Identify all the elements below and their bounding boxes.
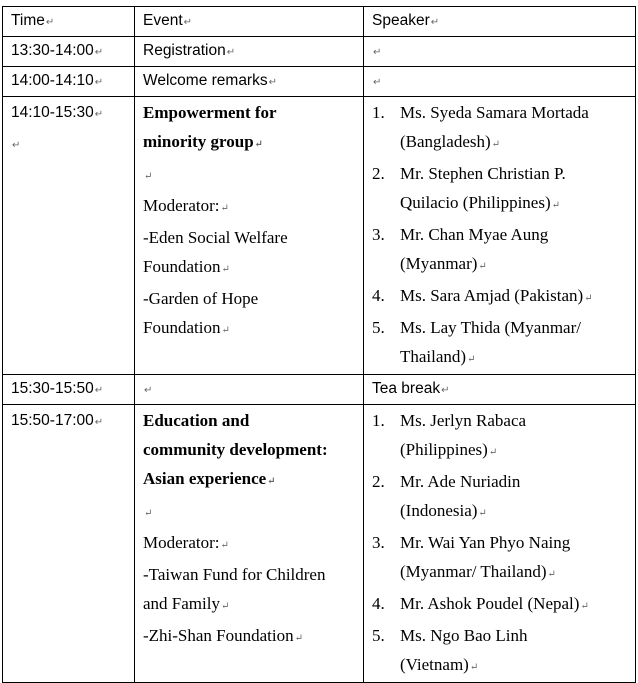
list-number: 5. <box>372 626 385 645</box>
paragraph-mark-icon: ↵ <box>94 47 104 58</box>
paragraph-mark-icon: ↵ <box>373 47 382 58</box>
paragraph-mark-icon: ↵ <box>94 417 104 428</box>
speaker-cell <box>364 405 636 683</box>
paragraph-mark-icon: ↵ <box>373 77 382 88</box>
list-item <box>372 313 635 374</box>
list-item <box>372 98 635 159</box>
speaker-name: Mr. Wai Yan Phyo Naing <box>400 533 571 552</box>
paragraph-mark-icon: ↵ <box>226 47 236 58</box>
paragraph-mark-icon: ↵ <box>254 139 264 150</box>
speaker-country: (Indonesia) <box>400 501 478 520</box>
list-number: 2. <box>372 164 385 183</box>
time-text: 15:50-17:00 <box>11 412 94 429</box>
speaker-country: (Philippines) <box>400 440 488 459</box>
paragraph-mark-icon: ↵ <box>94 385 104 396</box>
paragraph-mark-icon: ↵ <box>469 662 479 673</box>
time-cell <box>3 67 135 97</box>
list-number: 4. <box>372 286 385 305</box>
event-cell <box>135 405 364 683</box>
list-item <box>372 589 635 621</box>
speaker-name: Ms. Syeda Samara Mortada <box>400 103 589 122</box>
time-cell <box>3 37 135 67</box>
paragraph-mark-icon: ↵ <box>551 200 561 211</box>
event-text: Welcome remarks <box>143 72 268 89</box>
event-cell <box>135 37 364 67</box>
speaker-name: Mr. Ade Nuriadin <box>400 472 521 491</box>
moderator-line: Foundation <box>143 318 221 337</box>
session-title <box>143 98 363 159</box>
moderator-label: Moderator: <box>143 533 220 552</box>
paragraph-mark-icon: ↵ <box>144 508 153 519</box>
time-cell <box>3 405 135 683</box>
paragraph-mark-icon: ↵ <box>12 140 21 151</box>
table-row-registration <box>3 37 636 67</box>
list-item <box>372 621 635 682</box>
list-number: 3. <box>372 533 385 552</box>
paragraph-mark-icon: ↵ <box>467 354 476 365</box>
session-title-line: Empowerment for <box>143 103 277 122</box>
list-item <box>372 220 635 281</box>
speaker-country: Quilacio (Philippines) <box>400 193 551 212</box>
speaker-list <box>372 98 635 374</box>
list-item <box>372 467 635 528</box>
moderator-line: -Garden of Hope <box>143 289 259 308</box>
paragraph-mark-icon: ↵ <box>267 476 276 487</box>
moderator-line: -Eden Social Welfare <box>143 228 288 247</box>
table-row-tea-break <box>3 375 636 405</box>
speaker-text: Tea break <box>372 380 441 397</box>
list-number: 1. <box>372 411 385 430</box>
list-item <box>372 281 635 313</box>
header-time: Time <box>11 12 45 29</box>
list-item <box>372 528 635 589</box>
paragraph-mark-icon: ↵ <box>268 77 277 88</box>
header-row <box>3 7 636 37</box>
paragraph-mark-icon: ↵ <box>580 601 589 612</box>
list-number: 1. <box>372 103 385 122</box>
speaker-name: Mr. Chan Myae Aung <box>400 225 549 244</box>
moderator-line: -Zhi-Shan Foundation <box>143 626 294 645</box>
paragraph-mark-icon: ↵ <box>221 325 230 336</box>
list-item <box>372 406 635 467</box>
speaker-country: (Bangladesh) <box>400 132 491 151</box>
list-number: 3. <box>372 225 385 244</box>
speaker-name: Ms. Ngo Bao Linh <box>400 626 528 645</box>
time-text: 15:30-15:50 <box>11 380 94 397</box>
header-cell-time <box>3 7 135 37</box>
paragraph-mark-icon: ↵ <box>220 540 229 551</box>
table-row-session-1 <box>3 97 636 375</box>
speaker-name: Ms. Sara Amjad (Pakistan) <box>400 286 584 305</box>
event-cell <box>135 97 364 375</box>
paragraph-mark-icon: ↵ <box>547 569 556 580</box>
paragraph-mark-icon: ↵ <box>294 633 304 644</box>
header-speaker: Speaker <box>372 12 430 29</box>
speaker-cell <box>364 37 636 67</box>
paragraph-mark-icon: ↵ <box>94 77 104 88</box>
speaker-country: (Vietnam) <box>400 655 469 674</box>
paragraph-mark-icon: ↵ <box>488 447 498 458</box>
paragraph-mark-icon: ↵ <box>183 17 193 28</box>
event-text: Registration <box>143 42 226 59</box>
event-cell <box>135 67 364 97</box>
speaker-list <box>372 406 635 682</box>
paragraph-mark-icon: ↵ <box>491 139 501 150</box>
moderator-line: Foundation <box>143 257 221 276</box>
paragraph-mark-icon: ↵ <box>220 203 229 214</box>
speaker-country: (Myanmar) <box>400 254 478 273</box>
list-item <box>372 159 635 220</box>
paragraph-mark-icon: ↵ <box>430 17 440 28</box>
session-title <box>143 406 363 496</box>
list-number: 2. <box>372 472 385 491</box>
event-cell <box>135 375 364 405</box>
table-row-session-2 <box>3 405 636 683</box>
session-title-line: minority group <box>143 132 254 151</box>
speaker-name: Mr. Ashok Poudel (Nepal) <box>400 594 580 613</box>
speaker-country: Thailand) <box>400 347 467 366</box>
speaker-cell <box>364 67 636 97</box>
time-cell <box>3 97 135 375</box>
moderator-line: -Taiwan Fund for Children <box>143 565 326 584</box>
speaker-country: (Myanmar/ Thailand) <box>400 562 547 581</box>
speaker-name: Mr. Stephen Christian P. <box>400 164 566 183</box>
time-text: 13:30-14:00 <box>11 42 94 59</box>
session-title-line: Asian experience <box>143 469 267 488</box>
table-row-welcome <box>3 67 636 97</box>
moderator-line: and Family <box>143 594 220 613</box>
paragraph-mark-icon: ↵ <box>45 17 55 28</box>
paragraph-mark-icon: ↵ <box>220 601 230 612</box>
header-cell-event <box>135 7 364 37</box>
paragraph-mark-icon: ↵ <box>584 293 593 304</box>
paragraph-mark-icon: ↵ <box>478 508 487 519</box>
paragraph-mark-icon: ↵ <box>144 171 153 182</box>
speaker-name: Ms. Lay Thida (Myanmar/ <box>400 318 581 337</box>
list-number: 5. <box>372 318 385 337</box>
header-event: Event <box>143 12 183 29</box>
session-title-line: Education and <box>143 411 250 430</box>
session-title-line: community development: <box>143 440 328 459</box>
paragraph-mark-icon: ↵ <box>221 264 230 275</box>
paragraph-mark-icon: ↵ <box>94 109 104 120</box>
agenda-table <box>2 6 636 683</box>
paragraph-mark-icon: ↵ <box>478 261 487 272</box>
time-text: 14:10-15:30 <box>11 104 94 121</box>
speaker-name: Ms. Jerlyn Rabaca <box>400 411 527 430</box>
time-cell <box>3 375 135 405</box>
list-number: 4. <box>372 594 385 613</box>
speaker-cell <box>364 97 636 375</box>
paragraph-mark-icon: ↵ <box>441 385 450 396</box>
header-cell-speaker <box>364 7 636 37</box>
moderator-label: Moderator: <box>143 196 220 215</box>
speaker-cell <box>364 375 636 405</box>
time-text: 14:00-14:10 <box>11 72 94 89</box>
paragraph-mark-icon: ↵ <box>144 385 153 396</box>
